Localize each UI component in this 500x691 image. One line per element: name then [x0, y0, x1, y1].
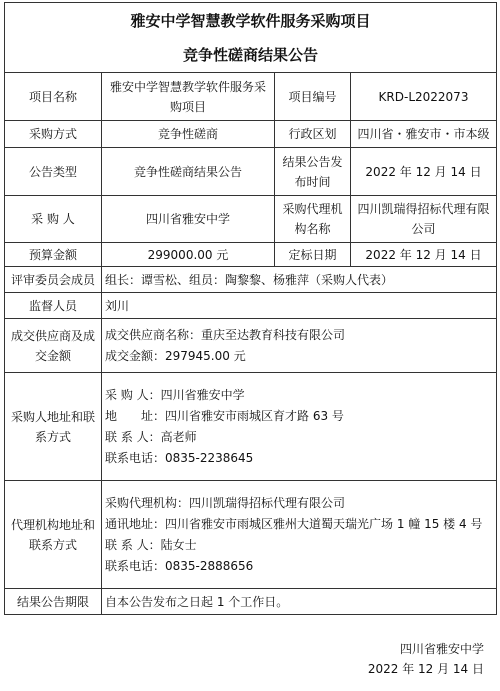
- date-label: 定标日期: [275, 243, 351, 267]
- agency-contact-line: 联 系 人：陆女士: [105, 537, 197, 552]
- footer-date: 2022 年 12 月 14 日: [367, 662, 484, 676]
- project-no-label: 项目编号: [275, 73, 351, 121]
- footer-org: 四川省雅安中学: [399, 642, 484, 656]
- purchaser-value: 四川省雅安中学: [102, 196, 275, 243]
- purchaser-label: 采 购 人: [5, 196, 102, 243]
- notice-table: [4, 2, 497, 615]
- agency-label: 采购代理机构名称: [275, 196, 351, 243]
- region-value: 四川省・雅安市・市本级: [351, 121, 497, 148]
- date-value: 2022 年 12 月 14 日: [351, 243, 497, 267]
- purchaser-contact-line: 采 购 人：四川省雅安中学: [105, 387, 245, 402]
- winner-value: [102, 319, 497, 373]
- winner-amount: 成交金额：297945.00 元: [105, 348, 246, 363]
- notice-type-label: 公告类型: [5, 148, 102, 196]
- agency-value: 四川凯瑞得招标代理有限公司: [351, 196, 497, 243]
- agency-contact-label: 代理机构地址和联系方式: [5, 481, 102, 589]
- publish-time-value: 2022 年 12 月 14 日: [351, 148, 497, 196]
- publish-time-label: 结果公告发布时间: [275, 148, 351, 196]
- budget-label: 预算金额: [5, 243, 102, 267]
- committee-label: 评审委员会成员: [5, 267, 102, 293]
- winner-name: 成交供应商名称：重庆至达教育科技有限公司: [105, 327, 346, 342]
- title-line-2: 竞争性磋商结果公告: [183, 45, 319, 64]
- title-line-1: 雅安中学智慧教学软件服务采购项目: [130, 11, 371, 30]
- purchaser-contact-value: [102, 373, 497, 481]
- notice-type-value: 竞争性磋商结果公告: [102, 148, 275, 196]
- agency-contact-value: [102, 481, 497, 589]
- purchaser-contact-line: 联 系 人：高老师: [105, 429, 197, 444]
- project-name-label: 项目名称: [5, 73, 102, 121]
- project-no-value: KRD-L2022073: [351, 73, 497, 121]
- purchaser-contact-label: 采购人地址和联系方式: [5, 373, 102, 481]
- committee-value: 组长：谭雪松、组员：陶黎黎、杨雅萍（采购人代表）: [102, 267, 497, 293]
- notice-title: [5, 3, 497, 73]
- region-label: 行政区划: [275, 121, 351, 148]
- budget-value: 299000.00 元: [102, 243, 275, 267]
- agency-contact-line: 采购代理机构：四川凯瑞得招标代理有限公司: [105, 495, 346, 510]
- purchaser-contact-line: 地 址：四川省雅安市雨城区育才路 63 号: [105, 408, 344, 423]
- method-label: 采购方式: [5, 121, 102, 148]
- winner-label: 成交供应商及成交金额: [5, 319, 102, 373]
- period-label: 结果公告期限: [5, 589, 102, 615]
- agency-contact-line: 通讯地址：四川省雅安市雨城区雅州大道蜀天瑞光广场 1 幢 15 楼 4 号: [105, 516, 483, 531]
- project-name-value: 雅安中学智慧教学软件服务采购项目: [102, 73, 275, 121]
- method-value: 竞争性磋商: [102, 121, 275, 148]
- purchaser-contact-line: 联系电话：0835-2238645: [105, 450, 254, 465]
- supervisor-value: 刘川: [102, 293, 497, 319]
- supervisor-label: 监督人员: [5, 293, 102, 319]
- period-value: 自本公告发布之日起 1 个工作日。: [102, 589, 497, 615]
- agency-contact-line: 联系电话：0835-2888656: [105, 558, 254, 573]
